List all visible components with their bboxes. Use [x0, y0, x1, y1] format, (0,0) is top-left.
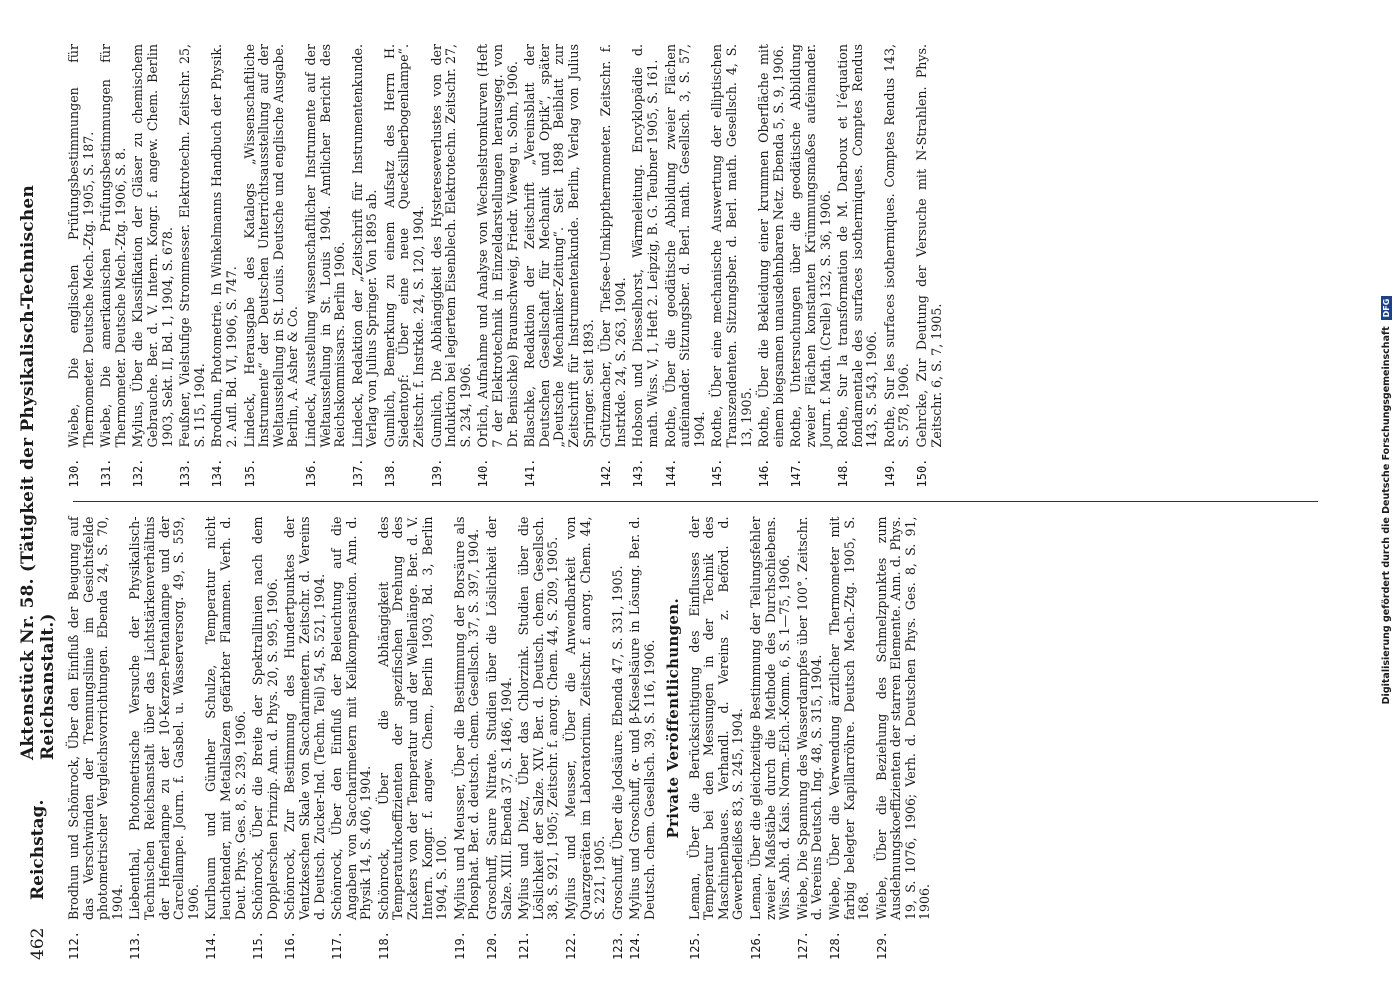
entry-text: Rothe, Über die geodätische Abbildung zweier Flächen aufeinander. Sitzungsber. d. Berl. math. Gesellsch. 3, S. 57, 1904. [662, 44, 707, 448]
bibliography-entry [377, 517, 450, 961]
bibliography-entry [476, 44, 520, 488]
bibliography-entry [796, 517, 825, 961]
column-divider [73, 502, 1318, 503]
bibliography-entry [67, 44, 96, 488]
entry-number: 116. [283, 931, 298, 960]
bibliography-entry [836, 44, 880, 488]
entry-number: 122. [564, 931, 578, 960]
entry-text: Schönrock, Über die Abhängigkeit des Temperaturkoeffizienten der spezifischen Drehung des Zuckers von der Temperatur und der Wellenlänge. Ber. d. V. Intern. Kongr. f. angew. Chem., Berlin 1903, Bd. 3, Berlin 1904, S. 100. [375, 516, 450, 920]
entry-number: 130. [67, 458, 81, 488]
rotated-document-page [10, 20, 1340, 980]
entry-text: Lindeck, Ausstellung wissenschaftlicher Instrumente auf der Weltausstellung in St. Louis 1904. Amtlicher Bericht des Reichskommissars. Berlin 1906. [302, 44, 348, 448]
bibliography-entry [757, 44, 786, 488]
entry-text: Schönrock, Über die Breite der Spektrallinien nach dem Dopplerschen Prinzip. Ann. d. Phys. 20, S. 995, 1906. [250, 516, 280, 920]
entry-number: 138. [382, 458, 397, 488]
entry-text: Hobson und Diesselhorst, Wärmeleitung. Encyklopädie d. math. Wiss. V, 1, Heft 2. Leipzig, B. G. Teubner 1905, S. 161. [630, 44, 660, 448]
entry-text: Schönrock, Über den Einfluß der Beleuchtung auf die Angaben von Saccharimetern mit Keilkompensation. Ann. d. Physik 14, S. 406, 1904. [329, 516, 374, 920]
entry-text: Lindeck, Redaktion der „Zeitschrift für Instrumentenkunde. Verlag von Julius Springer. Von 1895 ab. [349, 44, 380, 448]
digitization-note-text: Digitalisierung gefördert durch die Deutsche Forschungsgemeinschaft [1380, 326, 1392, 705]
bibliography-entry [789, 44, 833, 488]
entry-number: 135. [242, 458, 257, 488]
header-title: Aktenstück Nr. 58. (Tätigkeit der Physikalisch-Technischen Reichsanstalt.) [18, 185, 58, 760]
bibliography-entry [875, 517, 933, 961]
bibliography-entry [628, 517, 657, 961]
entry-text: Groschuff, Über die Jodsäure. Ebenda 47, S. 331, 1905. [609, 565, 625, 920]
entry-number: 143. [631, 458, 646, 488]
bibliography-entry [485, 517, 514, 961]
entry-number: 119. [452, 931, 467, 960]
entry-number: 147. [789, 458, 804, 488]
bibliography-entry [749, 517, 793, 961]
bibliography-entry [710, 44, 754, 488]
left-entries-after [688, 517, 934, 961]
entry-number: 123. [610, 931, 625, 960]
bibliography-entry [915, 44, 944, 488]
entry-text: Rothe, Über eine mechanische Auswertung der elliptischen Transzendenten. Sitzungsber. d. Berl. math. Gesellsch. 4, S. 13, 1905. [709, 44, 754, 448]
dfg-logo: DFG [1381, 296, 1392, 321]
bibliography-entry [243, 44, 301, 488]
entry-number: 113. [128, 931, 143, 960]
entry-text: Orlich, Aufnahme und Analyse von Wechselstromkurven (Heft 7 der Elektrotechnik in Einzeldarstellungen herausgeg. von Dr. Benischke) Braunschweig, Friedr. Vieweg u. Sohn, 1906. [475, 44, 520, 448]
bibliography-entry [67, 517, 125, 961]
entry-number: 118. [376, 931, 391, 960]
entry-text: Schönrock, Zur Bestimmung des Hundertpunktes der Ventzkeschen Skale von Saccharimetern. Zeitschr. d. Vereins d. Deutsch. Zucker-Ind. (Techn. Teil) 54, S. 521, 1904. [282, 516, 327, 920]
entry-number: 136. [303, 458, 318, 488]
entry-text: Gehrcke, Zur Deutung der Versuche mit N-Strahlen. Phys. Zeitschr. 6, S. 7, 1905. [914, 44, 944, 448]
entry-number: 141. [523, 458, 538, 488]
entry-number: 126. [748, 931, 763, 960]
entry-number: 117. [330, 931, 345, 960]
entry-number: 112. [67, 931, 81, 960]
entry-text: Wiebe, Die englischen Prüfungsbestimmungen für Thermometer. Deutsche Mech.-Ztg. 1905, S. 187. [66, 44, 96, 448]
bibliography-entry [304, 44, 348, 488]
entry-number: 133. [178, 458, 193, 488]
entry-number: 145. [710, 458, 725, 488]
entry-text: Brodhun und Schönrock, Über den Einfluß der Beugung auf das Verschwinden der Trennungslinie im Gesichtsfelde photometrischer Vergleichsvorrichtungen. Ebenda 24, S. 70, 1904. [66, 516, 125, 920]
bibliography-entry [178, 44, 207, 488]
entry-number: 142. [599, 458, 614, 488]
entry-number: 134. [210, 458, 225, 488]
entry-number: 115. [251, 931, 266, 960]
entry-number: 148. [836, 458, 851, 488]
entry-text: Mylius und Groschuff, α- und β-Kieselsäure in Lösung. Ber. d. Deutsch. chem. Gesellsch. 39, S. 116, 1906. [627, 516, 657, 920]
two-column-body [67, 44, 1317, 960]
entry-text: Rothe, Untersuchungen über die geodätische Abbildung zweier Flächen konstanten Krümmungsmaßes aufeinander. Journ. f. Math. (Crelle) 132, S. 36, 1906. [788, 44, 833, 448]
entry-number: 114. [204, 931, 219, 960]
entry-text: Blaschke, Redaktion der Zeitschrift „Vereinsblatt der Deutschen Gesellschaft für Mechanik und Optik“, später „Deutsche Mechaniker-Zeitung“. Seit 1898 Beiblatt zur Zeitschrift für Instrumentenkunde. Berlin, Verlag von Julius Springer. Seit 1893. [522, 44, 596, 448]
entry-text: Liebenthal, Photometrische Versuche der Physikalisch-Technischen Reichsanstalt über das Lichtstärkenverhältnis der Hefnerlampe zu der 10-Kerzen-Pentanlampe und der Carcellampe. Journ. f. Gasbel. u. Wasserversorg. 49, S. 559, 1906. [127, 516, 201, 920]
entry-text: Rothe, Sur les surfaces isothermiques. Comptes Rendus 143, S. 578, 1906. [881, 44, 912, 448]
bibliography-entry [99, 44, 128, 488]
entry-text: Leman, Über die gleichzeitige Bestimmung der Teilungsfehler zweier Maßstäbe durch die Methode des Durchschiebens. Wiss. Abh. d. Kais. Norm.-Eich.-Komm. 6, S. 1—75, 1906. [747, 516, 793, 920]
section-heading: Private Veröffentlichungen. [663, 598, 682, 839]
bibliography-entry [383, 44, 427, 488]
bibliography-entry [883, 44, 912, 488]
bibliography-entry [251, 517, 280, 961]
bibliography-entry [688, 517, 746, 961]
entry-number: 144. [663, 458, 678, 488]
entry-text: Brodhun, Photometrie. In Winkelmanns Handbuch der Physik. 2. Aufl. Bd. VI, 1906, S. 747. [209, 44, 239, 448]
entry-number: 140. [476, 458, 491, 488]
left-column [67, 503, 1317, 961]
bibliography-entry [828, 517, 872, 961]
bibliography-entry [283, 517, 327, 961]
entry-text: Mylius und Dietz, Über das Chlorzink. Studien über die Löslichkeit der Salze. XIV. Ber. d. Deutsch. chem. Gesellsch. 38, S. 921, 1905; Zeitschr. f. anorg. Chem. 44, S. 209, 1905. [516, 516, 561, 920]
bibliography-entry [204, 517, 248, 961]
entry-number: 137. [350, 458, 365, 488]
bibliography-entry [517, 517, 561, 961]
right-entries [67, 44, 944, 488]
bibliography-entry [564, 517, 608, 961]
entry-text: Leman, Über die Berücksichtigung des Einflusses der Temperatur bei den Messungen in der Technik des Maschinenbaues. Verhandl. d. Vereins z. Beförd. d. Gewerbefleißes 83, S. 245, 1904. [686, 516, 746, 920]
entry-text: Rothe, Über die Bekleidung einer krummen Oberfläche mit einem biegsamen unausdehnbaren Netz. Ebenda 5, S. 9, 1906. [756, 44, 786, 448]
entry-text: Wiebe, Die amerikanischen Prüfungsbestimmungen für Thermometer. Deutsche Mech.-Ztg. 1906, S. 8. [98, 44, 128, 448]
entry-text: Gumlich, Bemerkung zu einem Aufsatz des Herrn H. Siedentopf: Über eine neue Quecksilberbogenlampe“. Zeitschr. f. Instrkde. 24, S. 120, 1904. [381, 44, 427, 448]
page-header [10, 44, 67, 960]
bibliography-entry [430, 44, 474, 488]
entry-text: Feußner, Vielstufige Strommesser. Elektrotechn. Zeitschr. 25, S. 115, 1904. [177, 44, 207, 448]
bibliography-entry [631, 44, 660, 488]
entry-number: 146. [757, 458, 772, 488]
entry-text: Wiebe, Über die Verwendung ärztlicher Thermometer mit farbig belegter Kapillarröhre. Deutsch Mech.-Ztg. 1905, S. 168. [826, 516, 872, 920]
entry-text: Gumlich, Die Abhängigkeit des Hystereseverlustes von der Induktion bei legiertem Eisenblech. Elektrotechn. Zeitschr. 27, S. 234, 1906. [428, 44, 473, 448]
entry-number: 124. [628, 931, 643, 960]
bibliography-entry [351, 44, 380, 488]
entry-number: 127. [795, 931, 810, 960]
entry-number: 121. [517, 931, 532, 960]
right-column [67, 44, 1317, 502]
entry-number: 139. [429, 458, 444, 488]
digitization-note [1360, 8, 1392, 992]
entry-text: Mylius und Meusser, Über die Bestimmung der Borsäure als Phosphat. Ber. d. deutsch. chem. Gesellsch. 37, S. 397, 1904. [451, 516, 482, 920]
entry-text: Wiebe, Über die Beziehung des Schmelzpunktes zum Ausdehnungskoeffizienten der starren Elemente. Ann. d. Phys. 19, S. 1076, 1906; Verh. d. Deutschen Phys. Ges. 8, S. 91, 1906. [873, 516, 933, 920]
entry-text: Rothe, Sur la transformation de M. Darboux et l’équation fondamentale des surfaces isothermiques. Comptes Rendus 143, S. 543, 1906. [835, 44, 880, 448]
bibliography-entry [330, 517, 374, 961]
entry-text: Wiebe, Die Spannung des Wasserdampfes über 100°. Zeitschr. d. Vereins Deutsch. Ing. 48, S. 315, 1904. [794, 516, 825, 920]
entry-text: Mylius und Meusser, Über die Anwendbarkeit von Quarzgeräten im Laboratorium. Zeitschr. f. anorg. Chem. 44, S. 221, 1905. [563, 516, 608, 920]
entry-text: Kurlbaum und Günther Schulze, Temperatur nicht leuchtender, mit Metallsalzen gefärbter Flammen. Verh. d. Deut. Phys. Ges. 8, S. 239, 1906. [203, 516, 248, 920]
bibliography-entry [664, 44, 708, 488]
entry-text: Groschuff, Saure Nitrate. Studien über die Löslichkeit der Salze. XIII. Ebenda 37, S. 1486, 1904. [484, 516, 514, 920]
bibliography-entry [611, 517, 626, 961]
page-number: 462 [28, 927, 48, 960]
header-left: Reichstag. [28, 799, 48, 900]
bibliography-entry [128, 517, 201, 961]
entry-number: 129. [874, 931, 889, 960]
entry-number: 125. [687, 931, 702, 960]
bibliography-entry [131, 44, 175, 488]
entry-text: Mylius, Über die Klassifikation der Gläser zu chemischem Gebrauche. Ber. d. V. Intern. Kongr. f. angew. Chem. Berlin 1903, Sekt. II, Bd. 1, 1904, S. 678. [130, 44, 175, 448]
bibliography-entry [210, 44, 239, 488]
entry-text: Grützmacher, Über Tiefsee-Umkippthermometer. Zeitschr. f. Instrkde. 24, S. 263, 1904. [598, 44, 628, 448]
bibliography-entry [599, 44, 628, 488]
entry-number: 128. [827, 931, 842, 960]
entry-number: 120. [485, 931, 500, 960]
entry-number: 150. [915, 458, 930, 488]
left-entries-before [67, 517, 658, 961]
entry-number: 131. [99, 458, 114, 488]
entry-text: Lindeck, Herausgabe des Katalogs „Wissenschaftliche Instrumente“ der Deutschen Unterrichtsausstellung auf der Weltausstellung in St. Louis. Deutsche und englische Ausgabe. Berlin, A. Asher & Co. [241, 44, 301, 448]
bibliography-entry [523, 44, 596, 488]
entry-number: 149. [882, 458, 897, 488]
entry-number: 132. [131, 458, 146, 488]
bibliography-entry [453, 517, 482, 961]
